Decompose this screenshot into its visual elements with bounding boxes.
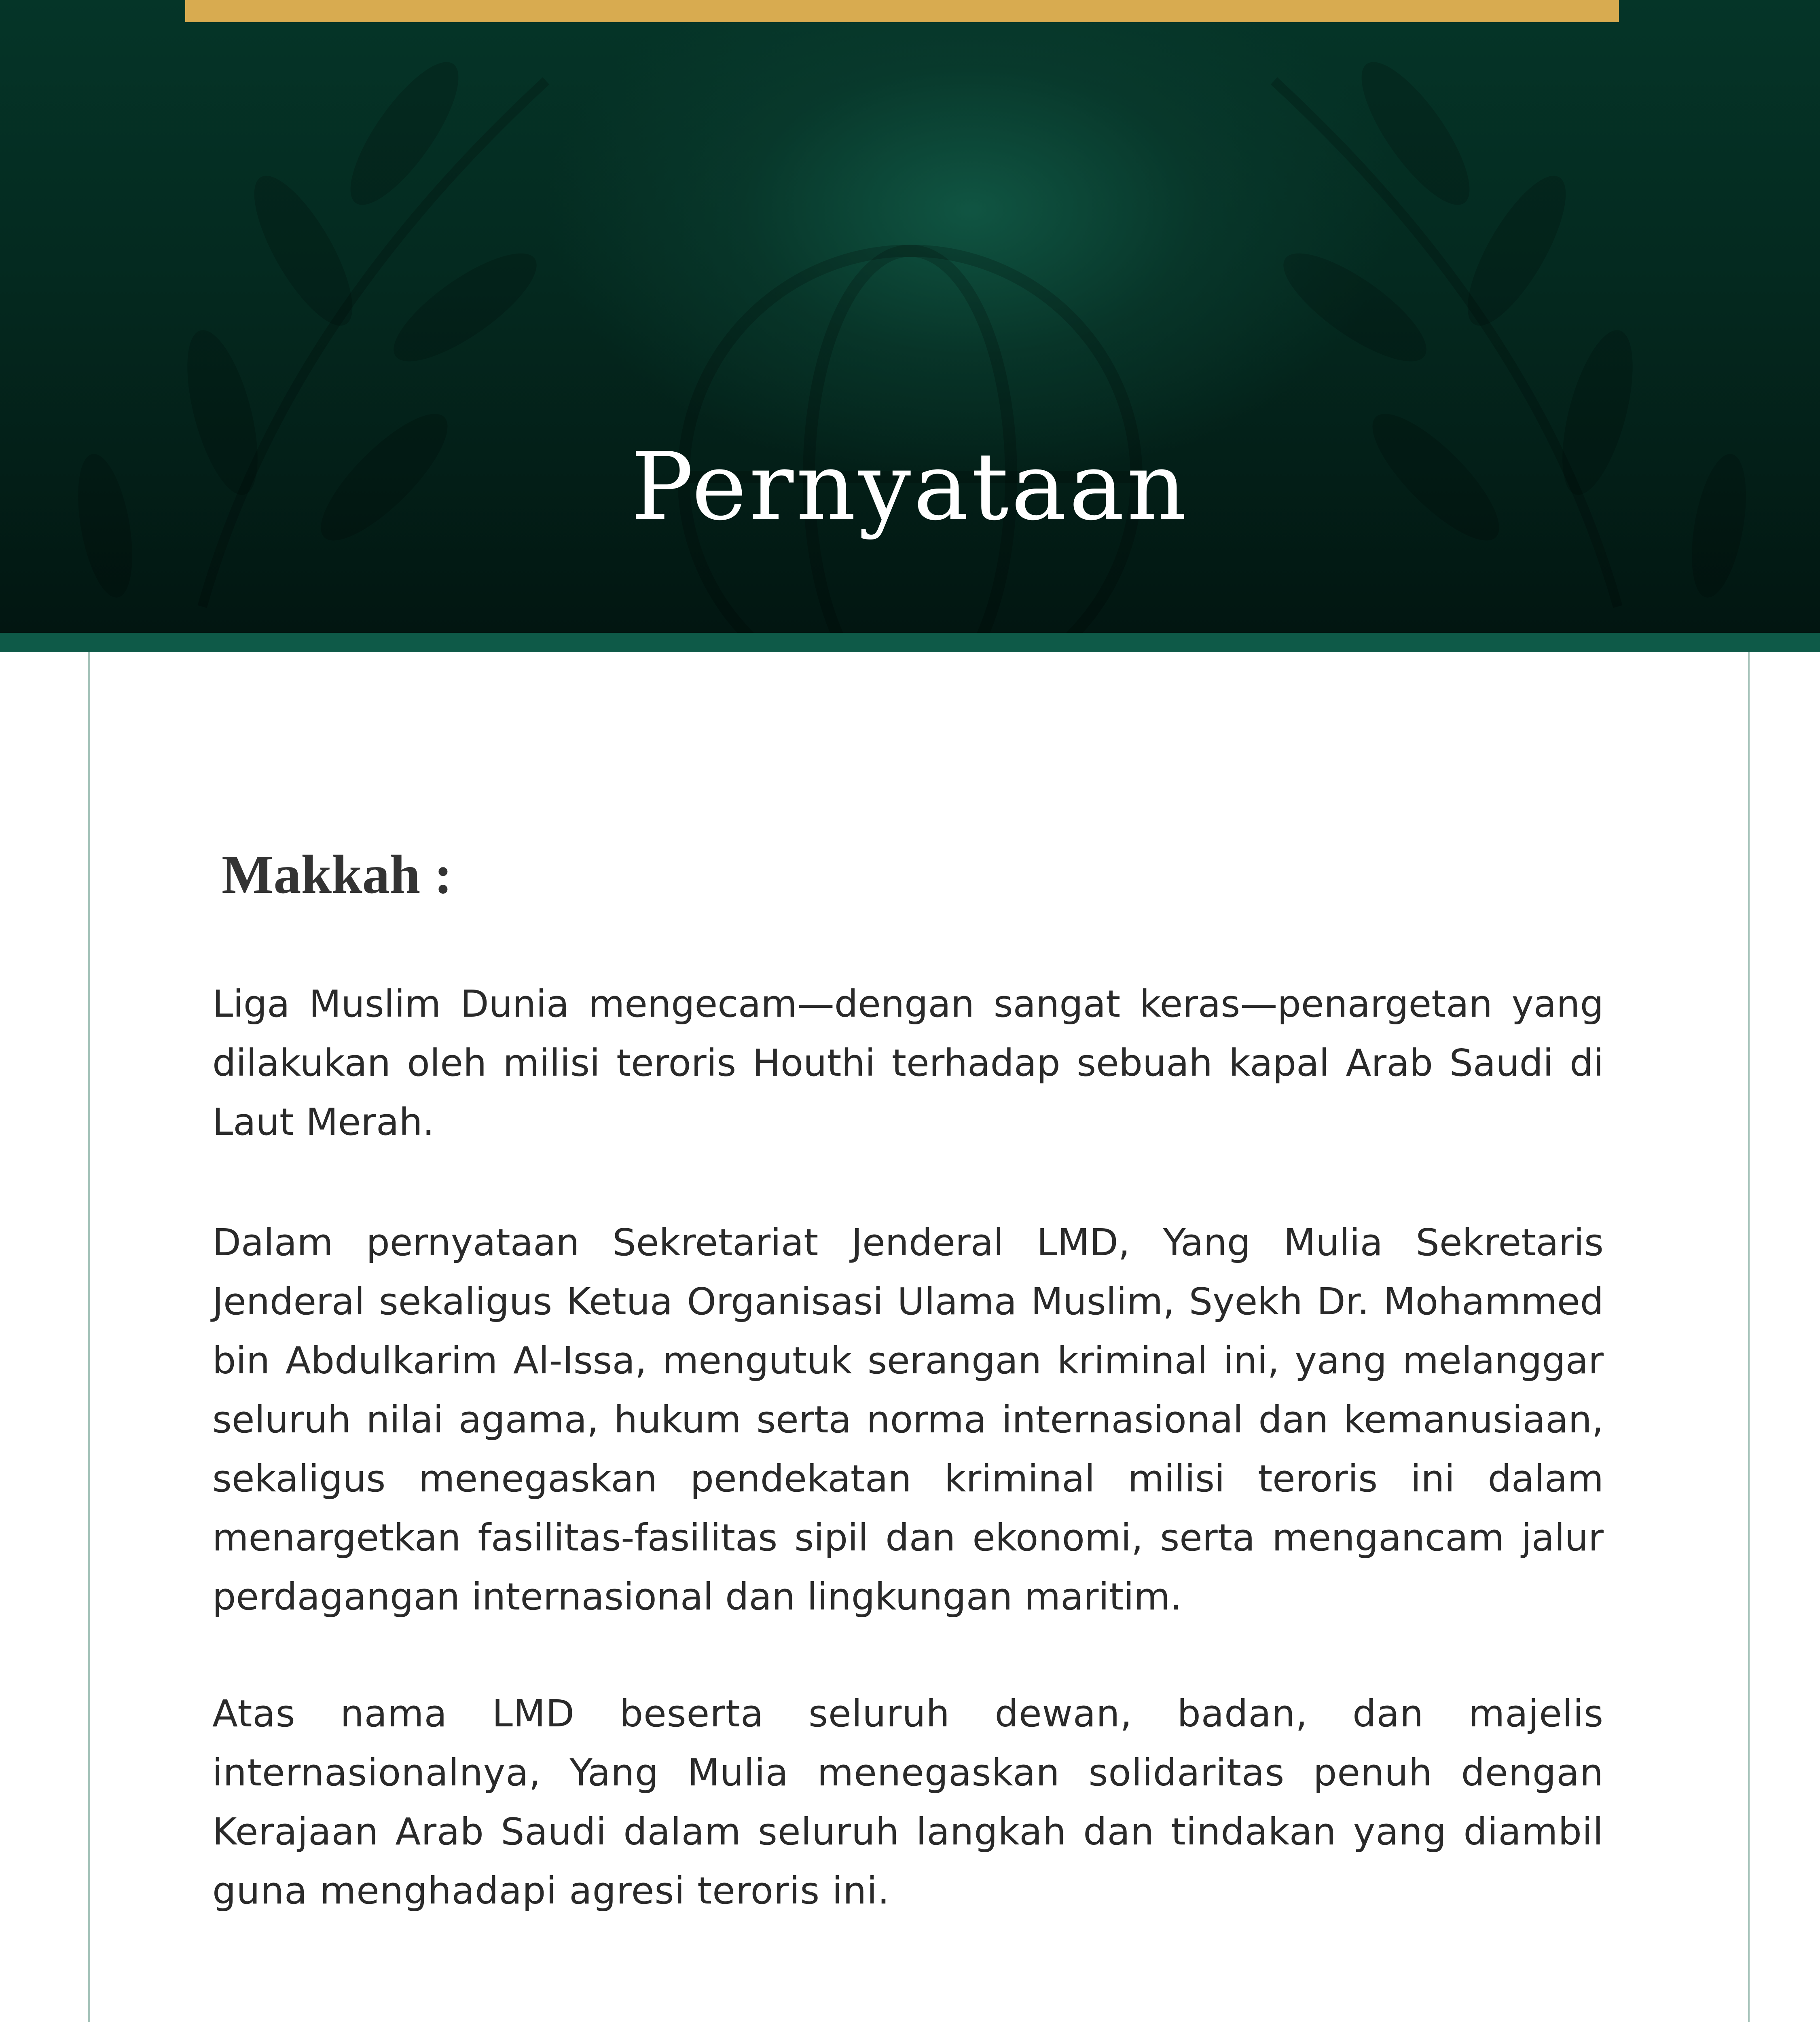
frame-border-right (1748, 652, 1750, 2022)
statement-paragraph-3: Atas nama LMD beserta seluruh dewan, badan, dan majelis internasionalnya, Yang Mulia menegaskan solidaritas penuh dengan Kerajaan Arab Saudi dalam seluruh langkah dan tindakan yang diambil guna menghadapi agresi teroris ini. (212, 1692, 1604, 1912)
teal-divider-bar (0, 633, 1820, 652)
organization-logo (688, 2018, 1132, 2022)
gold-accent-bar (185, 0, 1619, 22)
page-title: Pernyataan (631, 433, 1189, 541)
statement-paragraph-1: Liga Muslim Dunia mengecam—dengan sangat keras—penargetan yang dilakukan oleh milisi teroris Houthi terhadap sebuah kapal Arab Saudi di Laut Merah. (212, 982, 1604, 1144)
statement-paragraph-2: Dalam pernyataan Sekretariat Jenderal LMD, Yang Mulia Sekretaris Jenderal sekaligus Ketua Organisasi Ulama Muslim, Syekh Dr. Mohammed bin Abdulkarim Al-Issa, mengutuk serangan kriminal ini, yang melanggar seluruh nilai agama, hukum serta norma internasional dan kemanusiaan, sekaligus menegaskan pendekatan kriminal milisi teroris ini dalam menargetkan fasilitas-fasilitas sipil dan ekonomi, serta mengancam jalur perdagangan internasional dan lingkungan maritim. (212, 1221, 1604, 1618)
frame-border-left (88, 652, 90, 2022)
header-banner (0, 0, 1820, 633)
dateline-location: Makkah : (222, 844, 453, 905)
globe-wreath-icon (1011, 2018, 1128, 2022)
